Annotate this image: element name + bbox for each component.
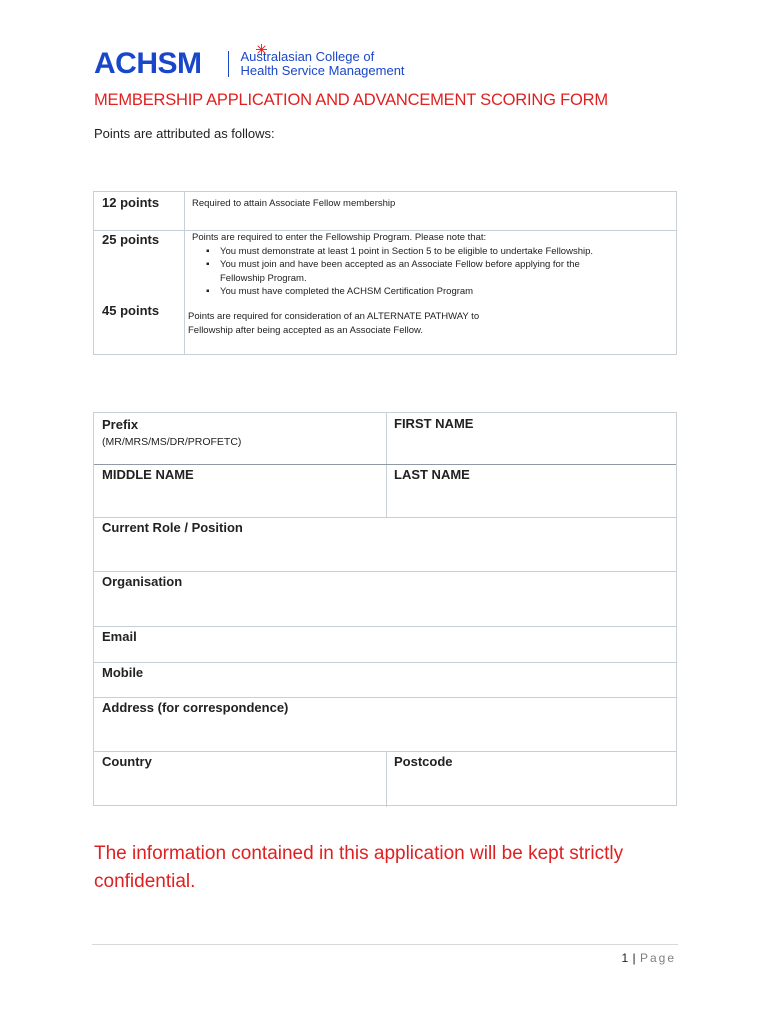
points-row <box>94 230 676 300</box>
email-field[interactable] <box>94 626 678 662</box>
mobile-field[interactable] <box>94 662 678 697</box>
first-name-label: FIRST NAME <box>394 416 474 431</box>
postcode-field[interactable] <box>386 751 678 807</box>
logo-star-icon <box>256 44 267 55</box>
page-footer <box>621 951 676 965</box>
email-label: Email <box>102 629 137 644</box>
page-word: Page <box>639 951 676 965</box>
footer-separator: | <box>632 951 637 965</box>
last-name-label: LAST NAME <box>394 467 470 482</box>
prefix-label: Prefix <box>102 417 139 432</box>
country-field[interactable] <box>94 751 386 807</box>
last-name-field[interactable] <box>386 464 678 517</box>
footer-divider <box>92 944 678 945</box>
document-title: MEMBERSHIP APPLICATION AND ADVANCEMENT SCORING FORM <box>94 91 608 109</box>
points-description: Points are required to enter the Fellowship Program. Please note that: <box>192 232 487 243</box>
achsm-logo <box>94 42 466 86</box>
address-label: Address (for correspondence) <box>102 700 289 715</box>
points-bullet-list <box>192 245 666 299</box>
current-role-label: Current Role / Position <box>102 520 243 535</box>
middle-name-field[interactable] <box>94 464 386 517</box>
prefix-hint: (MR/MRS/MS/DR/PROFETC) <box>102 436 242 448</box>
points-row <box>94 192 676 230</box>
current-role-field[interactable] <box>94 517 678 571</box>
first-name-field[interactable] <box>386 413 678 464</box>
points-description: Required to attain Associate Fellow membership <box>192 198 396 209</box>
postcode-label: Postcode <box>394 754 453 769</box>
points-value: 25 points <box>102 232 160 247</box>
points-value: 45 points <box>102 303 160 318</box>
prefix-field[interactable] <box>94 413 386 464</box>
intro-text: Points are attributed as follows: <box>94 126 275 141</box>
points-bullet: ▪ You must join and have been accepted as an Associate Fellow before applying for the Fellowship Program. <box>220 258 666 285</box>
points-table <box>93 191 677 355</box>
address-field[interactable] <box>94 697 678 751</box>
logo-subtitle-line1: Australasian College of <box>240 49 375 64</box>
logo-subtitle-line2: Health Service Management <box>240 63 405 78</box>
confidentiality-notice: The information contained in this application will be kept strictly confidential. <box>94 843 624 892</box>
points-row <box>94 300 676 356</box>
mobile-label: Mobile <box>102 665 144 680</box>
logo-divider <box>228 51 229 77</box>
organisation-field[interactable] <box>94 571 678 626</box>
points-description: Points are required for consideration of an ALTERNATE PATHWAY to Fellowship after being accepted as an Associate Fellow. <box>188 311 480 336</box>
page-number: 1 <box>621 951 629 965</box>
country-label: Country <box>102 754 152 769</box>
points-value: 12 points <box>102 195 160 210</box>
points-description-block <box>192 231 666 299</box>
applicant-details-form <box>93 412 677 806</box>
organisation-label: Organisation <box>102 574 183 589</box>
logo-wordmark: ACHSM <box>94 47 202 80</box>
points-bullet: ▪ You must have completed the ACHSM Certification Program <box>220 285 666 299</box>
middle-name-label: MIDDLE NAME <box>102 467 194 482</box>
points-bullet: ▪ You must demonstrate at least 1 point in Section 5 to be eligible to undertake Fellowship. <box>220 245 666 259</box>
